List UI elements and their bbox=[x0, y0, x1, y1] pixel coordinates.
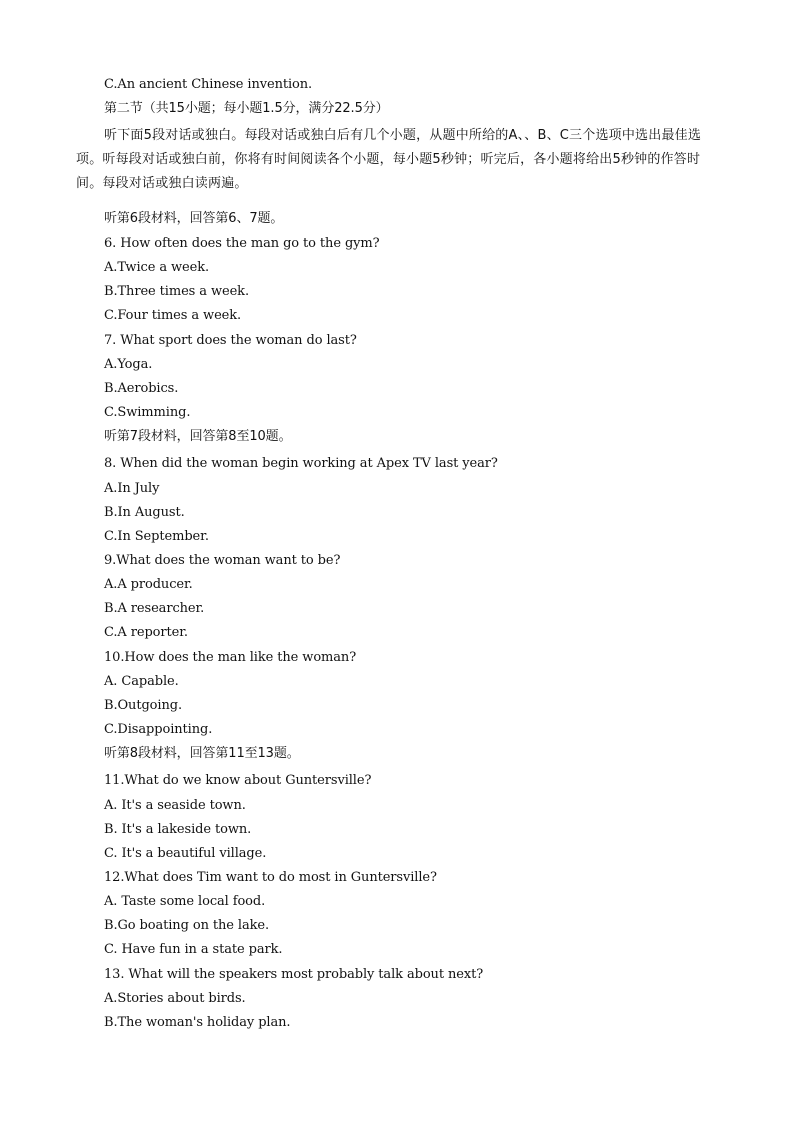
q9-option-b: B.A researcher. bbox=[104, 601, 205, 616]
q12-option-c: C. Have fun in a state park. bbox=[104, 942, 283, 957]
section-heading: 第二节（共15小题；每小题1.5分，满分22.5分） bbox=[104, 101, 389, 116]
q12-option-b: B.Go boating on the lake. bbox=[104, 918, 270, 933]
q8-option-c: C.In September. bbox=[104, 529, 209, 544]
material-7-heading: 听第7段材料，回答第8至10题。 bbox=[104, 429, 292, 444]
option-c-prev: C.An ancient Chinese invention. bbox=[104, 77, 313, 92]
q10-option-a: A. Capable. bbox=[104, 674, 179, 689]
q13-option-a: A.Stories about birds. bbox=[104, 991, 246, 1006]
q6-option-a: A.Twice a week. bbox=[104, 260, 210, 275]
material-6-heading: 听第6段材料，回答第6、7题。 bbox=[104, 211, 284, 226]
q11-option-c: C. It's a beautiful village. bbox=[104, 846, 267, 861]
q12-option-a: A. Taste some local food. bbox=[104, 894, 266, 909]
q11-option-a: A. It's a seaside town. bbox=[104, 798, 246, 813]
q13-option-b: B.The woman's holiday plan. bbox=[104, 1015, 291, 1030]
q6-option-c: C.Four times a week. bbox=[104, 308, 242, 323]
q8-option-a: A.In July bbox=[104, 481, 160, 496]
q7-option-b: B.Aerobics. bbox=[104, 381, 179, 396]
q6-option-b: B.Three times a week. bbox=[104, 284, 249, 299]
q10-option-b: B.Outgoing. bbox=[104, 698, 182, 713]
question-12: 12.What does Tim want to do most in Guntersville? bbox=[104, 870, 437, 885]
material-8-heading: 听第8段材料，回答第11至13题。 bbox=[104, 746, 300, 761]
question-6: 6. How often does the man go to the gym? bbox=[104, 236, 380, 251]
q10-option-c: C.Disappointing. bbox=[104, 722, 213, 737]
section-instructions: 听下面5段对话或独白。每段对话或独白后有几个小题，从题中所给的A、、B、C三个选项中选出最佳选项。听每段对话或独白前，你将有时间阅读各个小题，每小题5秒钟；听完后，各小题将给出5秒钟的作答时间。每段对话或独白读两遍。 bbox=[76, 128, 702, 191]
question-10: 10.How does the man like the woman? bbox=[104, 650, 357, 665]
q9-option-a: A.A producer. bbox=[104, 577, 193, 592]
question-8: 8. When did the woman begin working at Apex TV last year? bbox=[104, 456, 498, 471]
q8-option-b: B.In August. bbox=[104, 505, 185, 520]
question-13: 13. What will the speakers most probably talk about next? bbox=[104, 967, 484, 982]
q9-option-c: C.A reporter. bbox=[104, 625, 188, 640]
q7-option-a: A.Yoga. bbox=[104, 357, 153, 372]
q11-option-b: B. It's a lakeside town. bbox=[104, 822, 252, 837]
question-9: 9.What does the woman want to be? bbox=[104, 553, 341, 568]
question-7: 7. What sport does the woman do last? bbox=[104, 333, 357, 348]
question-11: 11.What do we know about Guntersville? bbox=[104, 773, 372, 788]
q7-option-c: C.Swimming. bbox=[104, 405, 191, 420]
